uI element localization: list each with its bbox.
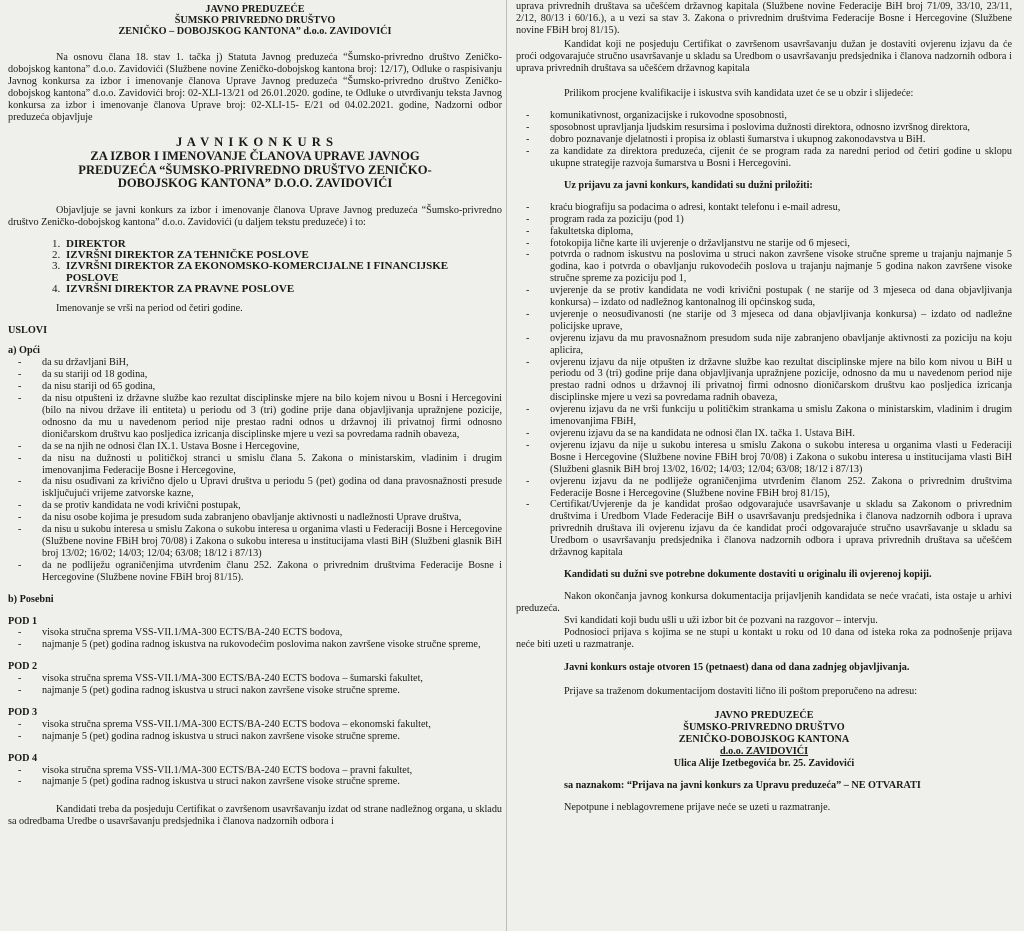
pod-heading: POD 1 — [8, 615, 38, 627]
originals-note: Kandidati su dužni sve potrebne dokumente dostaviti u originalu ili ovjerenoj kopiji. — [564, 568, 932, 580]
document-item: - Certifikat/Uvjerenje da je kandidat prošao odgovarajuće usavršavanje u skladu sa Zakonom o privrednim društvima i Uredbom Vlade Federacije BiH o usavršavanju predsjednika i članova nadzornih odbora i uprava privrednih društava ili ovjerenu izjavu da će kandidat proći odgovarajuće stručno usavršavanje u skladu sa Uredbom o usavršavanju predsjednika i članova nadzornih odbora i uprava privrednih društava sa učešćem državnog kapitala — [516, 499, 1012, 559]
document-item: - ovjerenu izjavu da mu pravosnažnom presudom suda nije zabranjeno obavljanje aktivnosti za poziciju na koju aplicira, — [516, 333, 1012, 357]
announce-paragraph: Objavljuje se javni konkurs za izbor i imenovanje članova Uprave Javnog preduzeća “Šumsko-privredno društvo Zeničko-dobojskog kantona” d.o.o. Zavidovići (u daljem tekstu preduzeće) i to: — [8, 204, 502, 228]
requirement-item: - visoka stručna sprema VSS-VII.1/MA-300 ECTS/BA-240 ECTS bodova – ekonomski fakultet, — [8, 719, 502, 731]
criteria-item: - komunikativnost, organizacijske i rukovodne sposobnosti, — [516, 110, 1012, 122]
header-line-1: JAVNO PREDUZEĆE — [205, 4, 305, 15]
condition-item: - da su stariji od 18 godina, — [8, 369, 502, 381]
address-line-5: Ulica Alije Izetbegovića br. 25. Zavidovići — [673, 757, 855, 769]
pod-1-block — [8, 616, 502, 652]
requirement-item: - visoka stručna sprema VSS-VII.1/MA-300 ECTS/BA-240 ECTS bodova – šumarski fakultet, — [8, 673, 502, 685]
criteria-list — [516, 110, 1012, 170]
position-number: 1. — [52, 237, 61, 250]
position-number: 2. — [52, 249, 61, 262]
general-conditions-list — [8, 357, 502, 583]
document-item: - fotokopija lične karte ili uvjerenje o državljanstvu ne starije od 6 mjeseci, — [516, 238, 1012, 250]
pod-heading: POD 2 — [8, 661, 38, 673]
address-line-2: ŠUMSKO-PRIVREDNO DRUŠTVO — [683, 722, 845, 734]
publisher-header — [8, 4, 502, 37]
address-line-3: ZENIČKO-DOBOJSKOG KANTONA — [678, 734, 850, 746]
criteria-item: - za kandidate za direktora preduzeća, cijenit će se program rada za naredni period od četiri godine u sklopu ukupne strategije razvoja šumarstva u Bosni i Hercegovini. — [516, 146, 1012, 170]
condition-item: - da nisu osuđivani za krivično djelo u Upravi društva u periodu 5 (pet) godina od dana pravosnažnosti presude isključujući vrijeme zatvorske kazne, — [8, 476, 502, 500]
position-label: IZVRŠNI DIREKTOR ZA PRAVNE POSLOVE — [66, 283, 295, 296]
condition-item: - da su državljani BiH, — [8, 357, 502, 369]
condition-item: - da nisu u sukobu interesa u smislu Zakona o sukobu interesa u organima vlasti u Federaciji Bosne i Hercegovine (Službene novine FBiH broj 70/08) i Zakona o sukobu interesa u institucijama vlasti BiH (Službeni glasnik BiH broj 13/02; 16/02; 14/03; 12/04; 63/08; 18/12 i 87/13) — [8, 524, 502, 560]
requirement-item: - najmanje 5 (pet) godina radnog iskustva u struci nakon završene visoke stručne spreme. — [8, 776, 502, 788]
pod-requirements — [8, 673, 502, 697]
return-note: Nakon okončanja javnog konkursa dokumentacija prijavljenih kandidata se neće vraćati, ista ostaje u arhivi preduzeća. — [516, 590, 1012, 614]
title-line-2: ZA IZBOR I IMENOVANJE ČLANOVA UPRAVE JAVNOG — [90, 149, 420, 164]
condition-item: - da nisu otpušteni iz državne službe kao rezultat disciplinske mjere na bilo kojem nivou u Bosni i Hercegovini (bilo na nivou države ili entiteta) u periodu od 3 (tri) godine prije dana objavljivanja upražnjene pozicije, odnosno da mu u navedenom period nije prestao radni odnos u državnoj ili privatnoj firmi odnosno dioničarskom društvu kao posljedica izricanja disciplinske mjere u vezi sa povredama radnih obaveza, — [8, 393, 502, 441]
criteria-item: - dobro poznavanje djelatnosti i propisa iz oblasti šumarstva i ukupnog zakonodavstva u BiH. — [516, 134, 1012, 146]
title-line-3: PREDUZEĆA “ŠUMSKO-PRIVREDNO DRUŠTVO ZENIČKO- — [78, 162, 432, 177]
document-item: - kraću biografiju sa podacima o adresi, kontakt telefonu i e-mail adresu, — [516, 202, 1012, 214]
requirement-item: - najmanje 5 (pet) godina radnog iskustva na rukovodećim poslovima nakon završene visoke stručne spreme, — [8, 639, 502, 651]
position-number: 4. — [52, 283, 61, 296]
header-line-2: ŠUMSKO PRIVREDNO DRUŠTVO — [174, 15, 336, 26]
envelope-marking: sa naznakom: “Prijava na javni konkurs za Upravu preduzeća” – NE OTVARATI — [564, 779, 921, 791]
requirement-item: - visoka stručna sprema VSS-VII.1/MA-300 ECTS/BA-240 ECTS bodova, — [8, 627, 502, 639]
document-item: - potvrda o radnom iskustvu na poslovima u struci nakon završene visoke stručne spreme u trajanju najmanje 5 godina, kao i potvrda o obavljanju rukovodećih poslova u trajanju najmanje 5 godina nakon završene visoke stručne spreme za poziciju pod 1, — [516, 249, 1012, 285]
open-period-note: Javni konkurs ostaje otvoren 15 (petnaest) dana od dana zadnjeg objavljivanja. — [564, 662, 910, 674]
pod-heading: POD 4 — [8, 752, 38, 764]
position-item — [52, 261, 502, 284]
documents-heading: Uz prijavu za javni konkurs, kandidati su dužni priložiti: — [564, 179, 813, 191]
criteria-intro: Prilikom procjene kvalifikacije i iskustva svih kandidata uzet će se u obzir i slijedeće: — [564, 88, 914, 100]
pod-2-block — [8, 661, 502, 697]
document-item: - uvjerenje o neosuđivanosti (ne starije od 3 mjeseca od dana objavljivanja konkursa) – izdato od nadležne policijske uprave, — [516, 309, 1012, 333]
pod-3-block — [8, 707, 502, 743]
uslovi-heading: USLOVI — [8, 324, 48, 336]
condition-item: - da se protiv kandidata ne vodi krivični postupak, — [8, 500, 502, 512]
title-line-1: J A V N I K O N K U R S — [176, 135, 334, 150]
term-note: Imenovanje se vrši na period od četiri godine. — [56, 302, 243, 314]
address-line-1: JAVNO PREDUZEĆE — [714, 710, 814, 722]
pod-heading: POD 3 — [8, 706, 38, 718]
pod-requirements — [8, 627, 502, 651]
position-label: IZVRŠNI DIREKTOR ZA TEHNIČKE POSLOVE — [66, 249, 309, 262]
intro-paragraph: Na osnovu člana 18. stav 1. tačka j) Statuta Javnog preduzeća “Šumsko-privredno društvo Zeničko-dobojskog kantona” d.o.o. Zavidovići (Službene novine Zeničko-dobojskog kantona broj: 12/17), Odluke o raspisivanju Javnog konkursa za izbor i imenovanje članova Uprave Javnog preduzeća “Šumsko-privredno društvo Zeničko-dobojskog kantona” d.o.o. Zavidovići broj: 02-XLI-13/21 od 26.01.2020. godine, te Odluke o utvrđivanju teksta Javnog konkursa za izbor i imenovanje članova Uprave broj: 02-XLI-15- E/21 od 04.02.2021. godine, Nadzorni odbor preduzeća objavljuje — [8, 52, 502, 123]
requirement-item: - visoka stručna sprema VSS-VII.1/MA-300 ECTS/BA-240 ECTS bodova – pravni fakultet, — [8, 765, 502, 777]
right-column — [516, 0, 1012, 814]
delivery-address — [516, 710, 1012, 770]
pod-requirements — [8, 719, 502, 743]
document-item: - ovjerenu izjavu da nije otpušten iz državne službe kao rezultat disciplinske mjere na bilo kom nivou u BiH u periodu od 3 (tri) godine prije dana objavljivanja upražnjene pozicije, odnosno da mu u navedenom period nije prestao radni odnos u državnoj ili privatnoj firmi odnosno dioničarskom društvu kao posljedica izricanja disciplinske mjere u vezi sa povredama radnih obaveza, — [516, 357, 1012, 405]
condition-item: - da nisu stariji od 65 godina, — [8, 381, 502, 393]
interview-note: Svi kandidati koji budu ušli u uži izbor bit će pozvani na razgovor – intervju. — [564, 614, 878, 626]
pod-4-block — [8, 753, 502, 789]
condition-item: - da nisu osobe kojima je presudom suda zabranjeno obavljanje aktivnosti u nadležnosti Uprave društva, — [8, 512, 502, 524]
title-line-4: DOBOJSKOG KANTONA” D.O.O. ZAVIDOVIĆI — [117, 176, 393, 191]
requirement-item: - najmanje 5 (pet) godina radnog iskustva u struci nakon završene visoke stručne spreme. — [8, 685, 502, 697]
address-line-4: d.o.o. ZAVIDOVIĆI — [719, 745, 809, 757]
document-item: - fakultetska diploma, — [516, 226, 1012, 238]
positions-list — [8, 239, 502, 296]
condition-item: - da se na njih ne odnosi član IX.1. Ustava Bosne i Hercegovine, — [8, 441, 502, 453]
document-item: - uvjerenje da se protiv kandidata ne vodi krivični postupak ( ne starije od 3 mjeseca od dana objavljivanja konkursa) – izdato od nadležnog kantonalnog ili općinskog suda, — [516, 285, 1012, 309]
document-item: - ovjerenu izjavu da ne podliježe ograničenjima utvrđenim članom 252. Zakona o privrednim društvima Federacije Bosne i Hercegovine (Službene novine FBiH broj 81/15), — [516, 476, 1012, 500]
header-line-3: ZENIČKO – DOBOJSKOG KANTONA” d.o.o. ZAVIDOVIĆI — [118, 26, 392, 37]
documents-list — [516, 202, 1012, 559]
document-item: - ovjerenu izjavu da nije u sukobu interesa u smislu Zakona o sukobu interesa u organima vlasti u Federaciji Bosne i Hercegovine (Službene novine FBiH broj 70/08) i Zakona o sukobu interesa u institucijama vlasti BiH (Službeni glasnik BiH broj 13/02, 16/02; 14/03; 12/04; 63/08; 18/12 i 87/13) — [516, 440, 1012, 476]
document-item: - ovjerenu izjavu da ne vrši funkciju u političkim strankama u smislu Zakona o ministarskim, vladinim i drugim imenovanjima FBiH, — [516, 404, 1012, 428]
certificate-requirement: Kandidat koji ne posjeduju Certifikat o završenom usavršavanju dužan je dostaviti ovjerenu izjavu da će proći odgovarajuće stručno usavršavanje u skladu sa Uredbom o usavršavanju predsjednika i članova nadzornih odbora i uprava privrednih društava sa učešćem državnog kapitala — [516, 38, 1012, 74]
regulation-continuation: uprava privrednih društava sa učešćem državnog kapitala (Službene novine Federacije BiH broj 71/09, 33/10, 23/11, 2/12, 80/13 i 60/16.), a u vezi sa stav 3. Zakona o privrednim društvima Federacije Bosne i Hercegovine (Službene novine FBiH broj 81/15). — [516, 1, 1012, 36]
pod-requirements — [8, 765, 502, 789]
left-column — [8, 0, 502, 828]
contest-title — [8, 136, 502, 190]
criteria-item: - sposobnost upravljanja ljudskim resursima i poslovima dužnosti direktora, odnosno izvršnog direktora, — [516, 122, 1012, 134]
opci-heading: a) Opći — [8, 345, 40, 357]
incomplete-note: Nepotpune i neblagovremene prijave neće se uzeti u razmatranje. — [564, 801, 831, 813]
contact-note: Podnosioci prijava s kojima se ne stupi u kontakt u roku od 10 dana od isteka roka za podnošenje prijava neće biti uzeti u razmatranje. — [516, 626, 1012, 650]
position-item — [52, 284, 502, 295]
document-item: - program rada za poziciju (pod 1) — [516, 214, 1012, 226]
requirement-item: - najmanje 5 (pet) godina radnog iskustva u struci nakon završene visoke stručne spreme. — [8, 731, 502, 743]
condition-item: - da nisu na dužnosti u političkoj stranci u smislu člana 5. Zakona o ministarskim, vladinim i drugim imenovanjima Federacije Bosne i Hercegovine, — [8, 453, 502, 477]
position-label: IZVRŠNI DIREKTOR ZA EKONOMSKO-KOMERCIJALNE I FINANCIJSKE POSLOVE — [66, 260, 449, 284]
column-divider — [506, 0, 507, 931]
posebni-heading: b) Posebni — [8, 593, 54, 605]
condition-item: - da ne podliježu ograničenjima utvrđenim članu 252. Zakona o privrednim društvima Federacije Bosne i Hercegovine (Službene novine FBiH broj 81/15). — [8, 560, 502, 584]
position-number: 3. — [52, 260, 61, 273]
delivery-note: Prijave sa traženom dokumentacijom dostaviti lično ili poštom preporučeno na adresu: — [564, 686, 918, 698]
document-item: - ovjerenu izjavu da se na kandidata ne odnosi član IX. tačka 1. Ustava BiH. — [516, 428, 1012, 440]
position-label: DIREKTOR — [66, 237, 126, 250]
certificate-paragraph: Kandidati treba da posjeduju Certifikat o završenom usavršavanju izdat od strane nadležnog organa, u skladu sa odredbama Uredbe o usavršavanju predsjednika i članova nadzornih odbora i — [8, 804, 502, 828]
